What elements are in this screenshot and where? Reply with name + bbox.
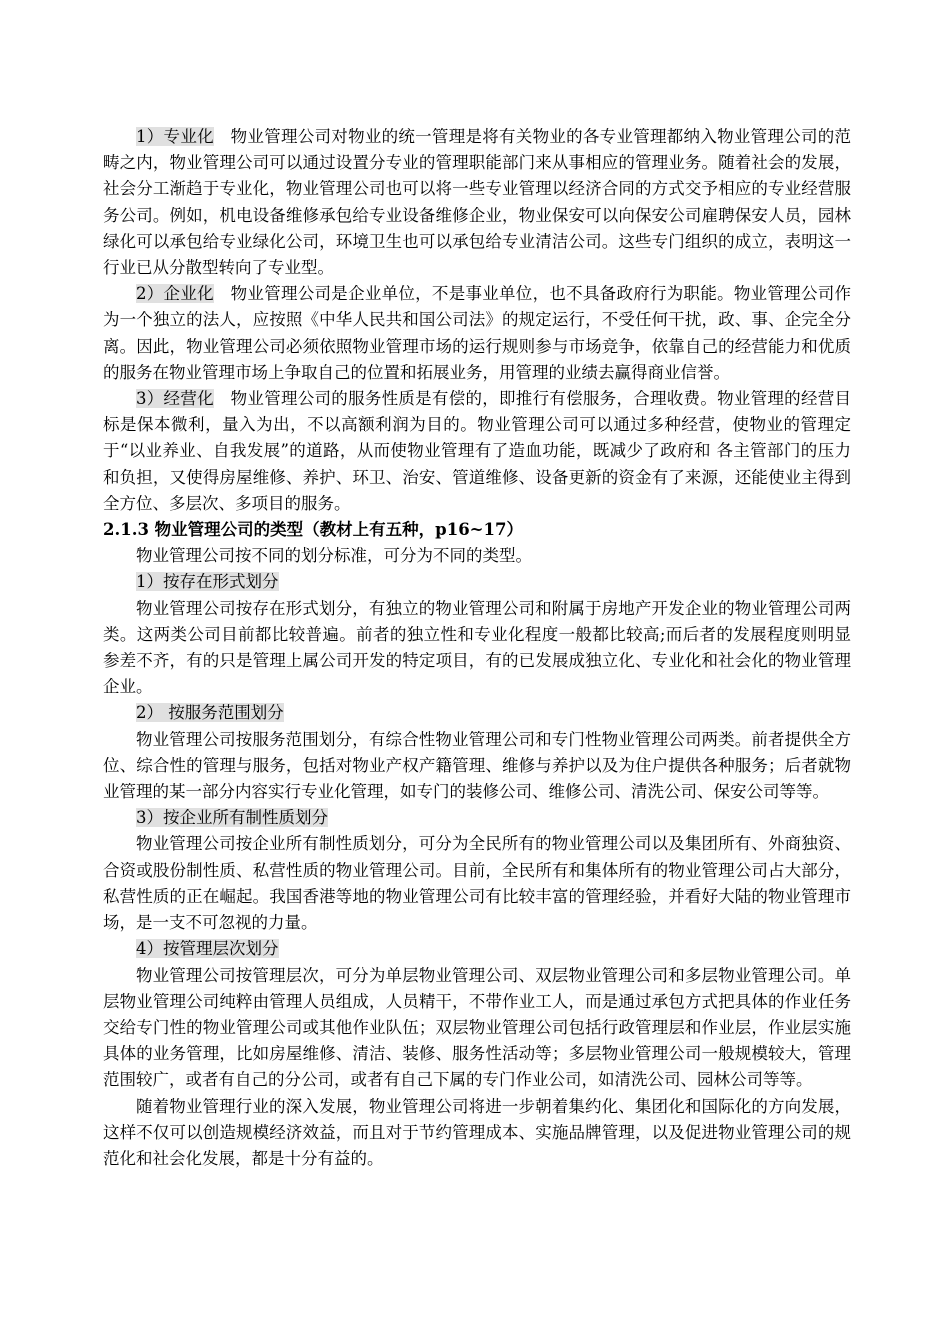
- subheading-text: 3）按企业所有制性质划分: [136, 808, 328, 828]
- subheading-management-level: [103, 936, 851, 962]
- subheading-existence-form: [103, 569, 851, 595]
- paragraph-management-level: 物业管理公司按管理层次，可分为单层物业管理公司、双层物业管理公司和多层物业管理公司。单层物业管理公司纯粹由管理人员组成，人员精干，不带作业工人，而是通过承包方式把具体的作业任务交给专门性的物业管理公司或其他作业队伍；双层物业管理公司包括行政管理层和作业层，作业层实施具体的业务管理，比如房屋维修、清洁、装修、服务性活动等；多层物业管理公司一般规模较大，管理范围较广，或者有自己的分公司，或者有自己下属的专门作业公司，如清洗公司、园林公司等等。: [103, 965, 851, 1090]
- paragraph-operation: [103, 386, 851, 517]
- subheading-text: 4）按管理层次划分: [136, 939, 279, 959]
- subheading-text: 2） 按服务范围划分: [136, 703, 284, 723]
- section-intro: 物业管理公司按不同的划分标准，可分为不同的类型。: [136, 546, 532, 566]
- paragraph-lead: 1）专业化: [136, 127, 214, 146]
- subheading-text: 1）按存在形式划分: [136, 572, 279, 592]
- subheading-service-scope: [103, 700, 851, 726]
- paragraph-lead: 2）企业化: [136, 284, 214, 304]
- paragraph-enterprise: [103, 281, 851, 386]
- paragraph-specialization: [103, 124, 851, 281]
- section-heading: 2.1.3 物业管理公司的类型（教材上有五种，p16~17）: [103, 520, 523, 540]
- paragraph-text: 物业管理公司是企业单位，不是事业单位，也不具备政府行为职能。物业管理公司作为一个独立的法人，应按照《中华人民共和国公司法》的规定运行，不受任何干扰，政、事、企完全分离。因此，物业管理公司必须依照物业管理市场的运行规则参与市场竞争，依靠自己的经营能力和优质的服务在物业管理市场上争取自己的位置和拓展业务，用管理的业绩去赢得商业信誉。: [103, 284, 852, 382]
- paragraph-existence-form: 物业管理公司按存在形式划分，有独立的物业管理公司和附属于房地产开发企业的物业管理公司两类。这两类公司目前都比较普遍。前者的独立性和专业化程度一般都比较高;而后者的发展程度则明显参差不齐，有的只是管理上属公司开发的特定项目，有的已发展成独立化、专业化和社会化的物业管理企业。: [103, 598, 851, 697]
- paragraph-closing: 随着物业管理行业的深入发展，物业管理公司将进一步朝着集约化、集团化和国际化的方向发展，这样不仅可以创造规模经济效益，而且对于节约管理成本、实施品牌管理，以及促进物业管理公司的规范化和社会化发展，都是十分有益的。: [103, 1096, 851, 1168]
- paragraph-lead: 3）经营化: [136, 389, 214, 409]
- paragraph-service-scope: 物业管理公司按服务范围划分，有综合性物业管理公司和专门性物业管理公司两类。前者提供全方位、综合性的管理与服务，包括对物业产权产籍管理、维修与养护以及为住户提供各种服务；后者就物业管理的某一部分内容实行专业化管理，如专门的装修公司、维修公司、清洗公司、保安公司等等。: [103, 729, 851, 802]
- paragraph-text: 物业管理公司的服务性质是有偿的，即推行有偿服务，合理收费。物业管理的经营目标是保本微利，量入为出，不以高额利润为目的。物业管理公司可以通过多种经营，使物业的管理定于“以业养业、自我发展”的道路，从而使物业管理有了造血功能，既减少了政府和 各主管部门的压力和负担，又使得房屋维修、养护、环卫、治安、管道维修、设备更新的资金有了来源，还能使业主得到全方位、多层次、多项目的服务。: [103, 389, 852, 513]
- paragraph-text: 物业管理公司对物业的统一管理是将有关物业的各专业管理都纳入物业管理公司的范畴之内，物业管理公司可以通过设置分专业的管理职能部门来从事相应的管理业务。随着社会的发展，社会分工渐趋于专业化，物业管理公司也可以将一些专业管理以经济合同的方式交予相应的专业经营服务公司。例如，机电设备维修承包给专业设备维修企业，物业保安可以向保安公司雇聘保安人员，园林绿化可以承包给专业绿化公司，环境卫生也可以承包给专业清洁公司。这些专门组织的成立，表明这一行业已从分散型转向了专业型。: [103, 127, 852, 278]
- subheading-ownership: [103, 805, 851, 831]
- paragraph-ownership: 物业管理公司按企业所有制性质划分，可分为全民所有的物业管理公司以及集团所有、外商独资、合资或股份制性质、私营性质的物业管理公司。目前，全民所有和集体所有的物业管理公司占大部分，私营性质的正在崛起。我国香港等地的物业管理公司有比较丰富的管理经验，并看好大陆的物业管理市场，是一支不可忽视的力量。: [103, 834, 851, 933]
- document-page: [103, 124, 851, 1172]
